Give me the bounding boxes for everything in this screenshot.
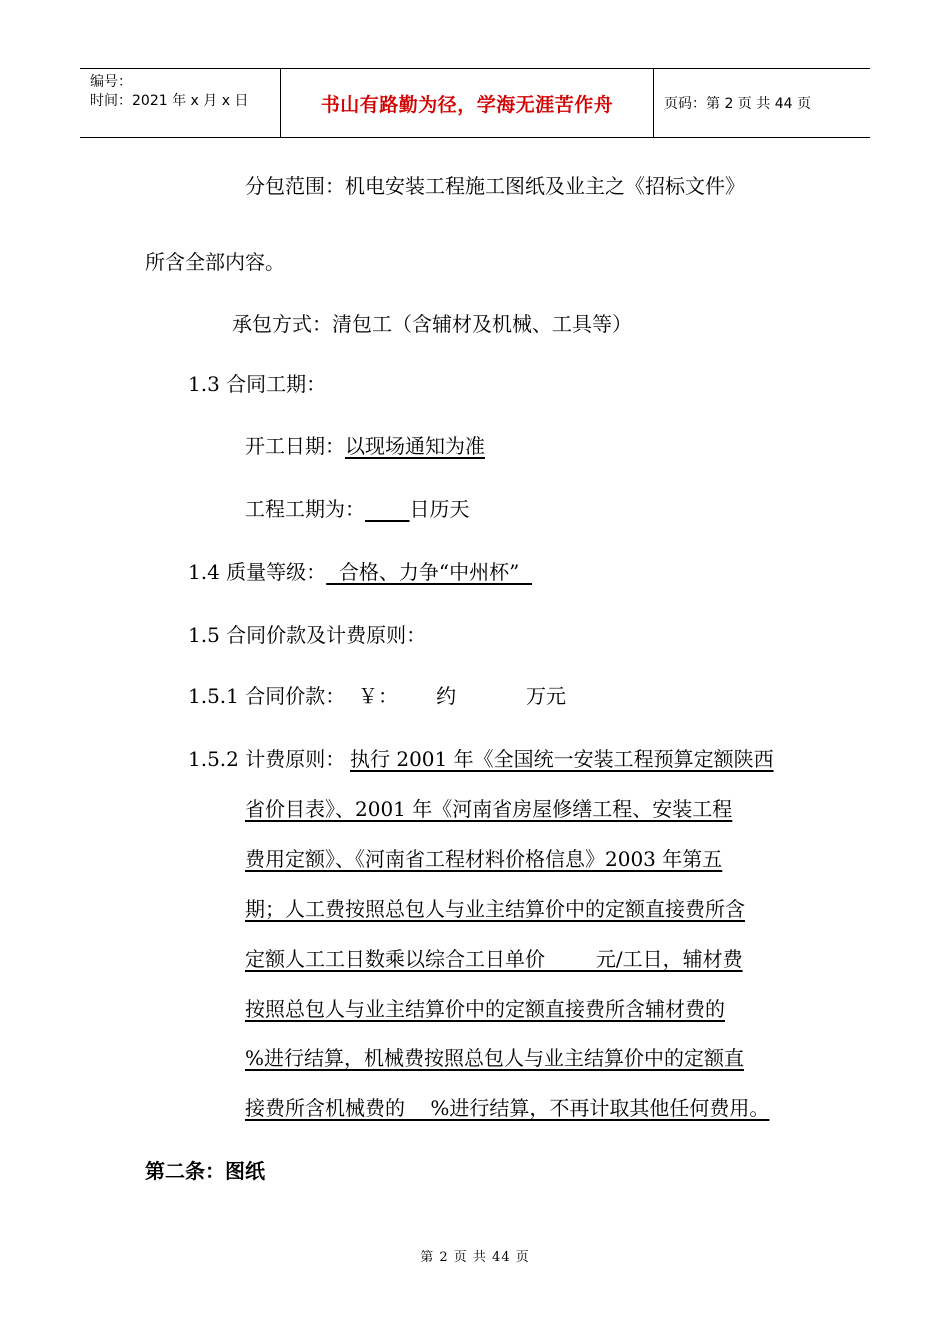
start-date-value: 以现场通知为准 [345,434,485,458]
principle-line-7: %进行结算，机械费按照总包人与业主结算价中的定额直 [245,1046,745,1070]
duration-label: 工程工期为： [245,497,365,521]
serial-label: 编号： [90,74,132,90]
duration-blank [365,497,410,521]
scope-line-2: 所含全部内容。 [145,250,285,274]
quality-label: 1.4 质量等级： [188,560,327,584]
principle-line-4: 期；人工费按照总包人与业主结算价中的定额直接费所含 [245,897,745,921]
principle-line-2: 省价目表》、2001 年《河南省房屋修缮工程、安装工程 [245,797,733,821]
page-header [80,68,870,138]
header-page-info: 页码：第 2 页 共 44 页 [664,96,811,112]
principle-line-3: 费用定额》、《河南省工程材料价格信息》2003 年第五 [245,847,723,871]
scope-line-1: 分包范围：机电安装工程施工图纸及业主之《招标文件》 [245,174,745,198]
price-heading: 1.5 合同价款及计费原则： [188,623,427,647]
principle-line-6: 按照总包人与业主结算价中的定额直接费所含辅材费的 [245,997,725,1021]
principle-line-5: 定额人工工日数乘以综合工日单价 元/工日，辅材费 [245,947,743,971]
time-label: 时间：2021 年 x 月 x 日 [90,93,249,109]
page-footer: 第 2 页 共 44 页 [420,1250,530,1265]
quality-line [188,559,532,585]
period-heading: 1.3 合同工期： [188,372,327,396]
article-two-heading: 第二条：图纸 [145,1159,265,1183]
header-motto: 书山有路勤为径，学海无涯苦作舟 [281,69,654,137]
header-meta [80,69,281,137]
contract-method: 承包方式：清包工（含辅材及机械、工具等） [232,312,632,336]
duration-unit: 日历天 [409,497,470,521]
principle-label: 1.5.2 计费原则： [188,747,346,771]
start-date-label: 开工日期： [245,434,345,458]
quality-value: 合格、力争“中州杯” [326,560,533,584]
start-date-line [245,433,485,459]
price-line: 1.5.1 合同价款： ￥： 约 万元 [188,684,567,708]
duration-line [245,496,470,522]
principle-line-1: 执行 2001 年《全国统一安装工程预算定额陕西 [350,747,774,771]
principle-line-8: 接费所含机械费的 %进行结算，不再计取其他任何费用。 [245,1096,770,1120]
